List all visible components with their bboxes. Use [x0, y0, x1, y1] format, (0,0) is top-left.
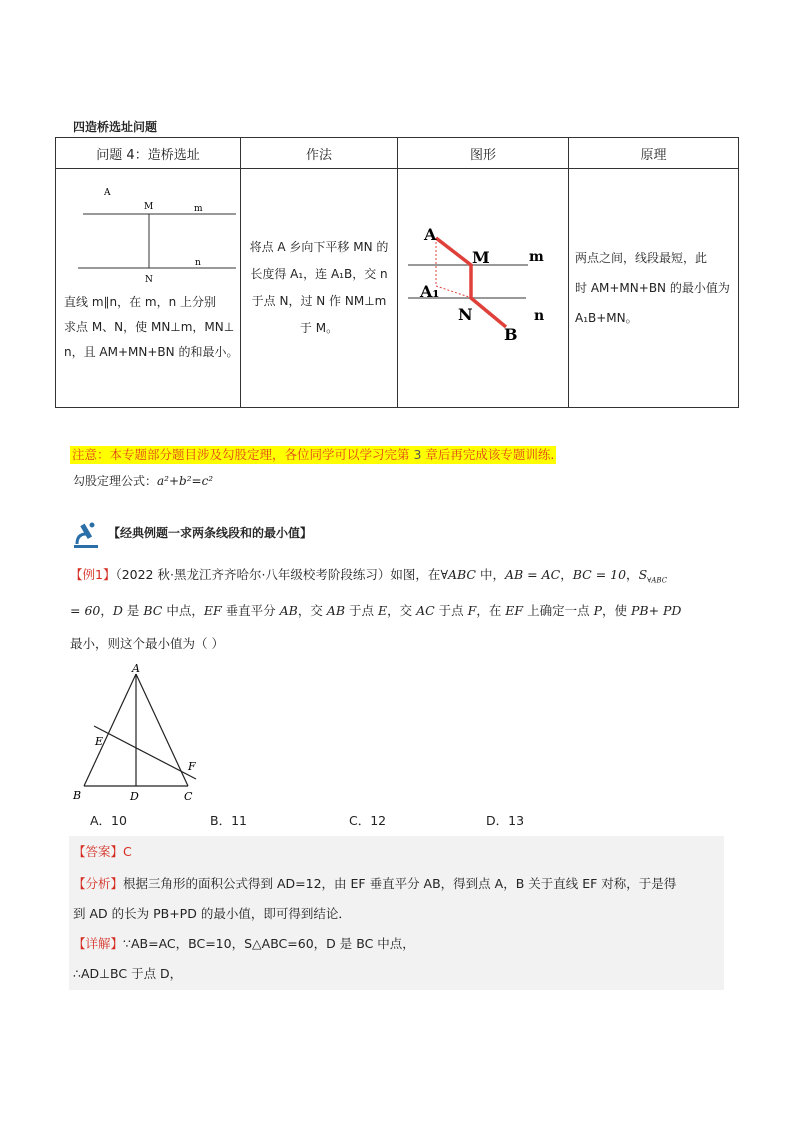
- method-text-4: 于 M。: [299, 321, 339, 335]
- header-principle: 原理: [569, 138, 739, 169]
- problem-diagram: [56, 169, 241, 289]
- tri-label-F: F: [188, 760, 196, 773]
- fig-label-A1: A₁: [420, 282, 440, 301]
- option-c[interactable]: C．12: [349, 813, 387, 828]
- microscope-icon: [71, 520, 101, 554]
- problem-text-3: n，且 AM+MN+BN 的和最小。: [64, 345, 239, 359]
- section-title: 四造桥选址问题: [73, 120, 158, 134]
- problem-cell: [56, 169, 241, 408]
- example-tag: 【例1】: [70, 567, 116, 582]
- triangle-figure: [70, 660, 210, 805]
- principle-text-1: 两点之间，线段最短，此: [575, 251, 708, 265]
- label-m: m: [194, 204, 203, 214]
- tri-label-A: A: [132, 662, 140, 675]
- pythagoras-label: 勾股定理公式：: [73, 474, 158, 488]
- fig-label-m: m: [529, 249, 544, 265]
- detail-line-2: ∴AD⊥BC 于点 D，: [73, 966, 183, 981]
- label-N: N: [145, 275, 153, 285]
- notice-banner: [70, 446, 556, 464]
- problem-text-1: 直线 m∥n，在 m，n 上分别: [64, 295, 217, 309]
- header-method: 作法: [241, 138, 398, 169]
- fig-label-A: A: [424, 225, 437, 244]
- tri-label-C: C: [184, 790, 193, 803]
- tri-label-B: B: [73, 789, 82, 802]
- fig-label-N: N: [458, 305, 473, 324]
- principle-text-2: 时 AM+MN+BN 的最小值为: [575, 281, 730, 295]
- bridge-problem-table: [55, 137, 739, 408]
- tri-label-D: D: [130, 790, 139, 803]
- principle-text-3: A₁B+MN。: [575, 311, 638, 325]
- fig-label-B: B: [504, 325, 518, 344]
- header-problem: 问题 4：造桥选址: [56, 138, 241, 169]
- fig-label-M: M: [472, 248, 490, 267]
- method-text-3: 于点 N，过 N 作 NM⊥m: [251, 294, 387, 308]
- method-text-2: 长度得 A₁，连 A₁B，交 n: [250, 267, 388, 281]
- bridge-figure: [398, 170, 569, 406]
- tri-label-E: E: [95, 735, 104, 748]
- notice-text-1: 注意：本专题部分题目涉及勾股定理，各位同学可以学习完第: [72, 447, 414, 462]
- header-figure: 图形: [398, 138, 569, 169]
- analysis-line-1: 【分析】根据三角形的面积公式得到 AD=12，由 EF 垂直平分 AB，得到点 A，B 关于直线 EF 对称，于是得: [73, 876, 677, 891]
- fig-label-n: n: [534, 308, 545, 324]
- answer-line: [73, 843, 132, 861]
- label-M: M: [144, 202, 154, 212]
- label-A: A: [104, 188, 111, 198]
- answer-value: C: [123, 844, 132, 859]
- answer-tag: 【答案】: [73, 844, 124, 859]
- pythagoras-formula: [73, 472, 213, 489]
- principle-cell: [569, 169, 739, 408]
- example-line-2: = 60，D 是 BC 中点，EF 垂直平分 AB，交 AB 于点 E，交 AC 于点 F，在 EF 上确定一点 P，使 PB+ PD: [70, 603, 682, 618]
- notice-text-2: 章后再完成该专题训练.: [421, 447, 555, 462]
- detail-line-1: 【详解】∵AB=AC，BC=10，S△ABC=60，D 是 BC 中点，: [73, 936, 415, 951]
- example-line-3: 最小，则这个最小值为（ ）: [70, 636, 224, 651]
- figure-cell: [398, 169, 569, 408]
- method-text-1: 将点 A 乡向下平移 MN 的: [249, 240, 389, 254]
- method-cell: [241, 169, 398, 408]
- classic-example-title: 【经典例题一求两条线段和的最小值】: [108, 526, 313, 540]
- pythagoras-equation: a²+b²=c²: [157, 474, 214, 488]
- analysis-line-2: 到 AD 的长为 PB+PD 的最小值，即可得到结论．: [73, 906, 351, 921]
- option-d[interactable]: D．13: [486, 813, 525, 828]
- example-line-1: 【例1】（2022 秋·黑龙江齐齐哈尔·八年级校考阶段练习）如图，在∀ABC 中，AB = AC，BC = 10，$S_{\forall ABC}$: [70, 567, 668, 585]
- problem-text-2: 求点 M、N，使 MN⊥m，MN⊥: [64, 320, 235, 334]
- option-b[interactable]: B．11: [210, 813, 247, 828]
- label-n: n: [195, 258, 201, 268]
- notice-chapter: 3: [413, 447, 422, 462]
- option-a[interactable]: A．10: [90, 813, 127, 828]
